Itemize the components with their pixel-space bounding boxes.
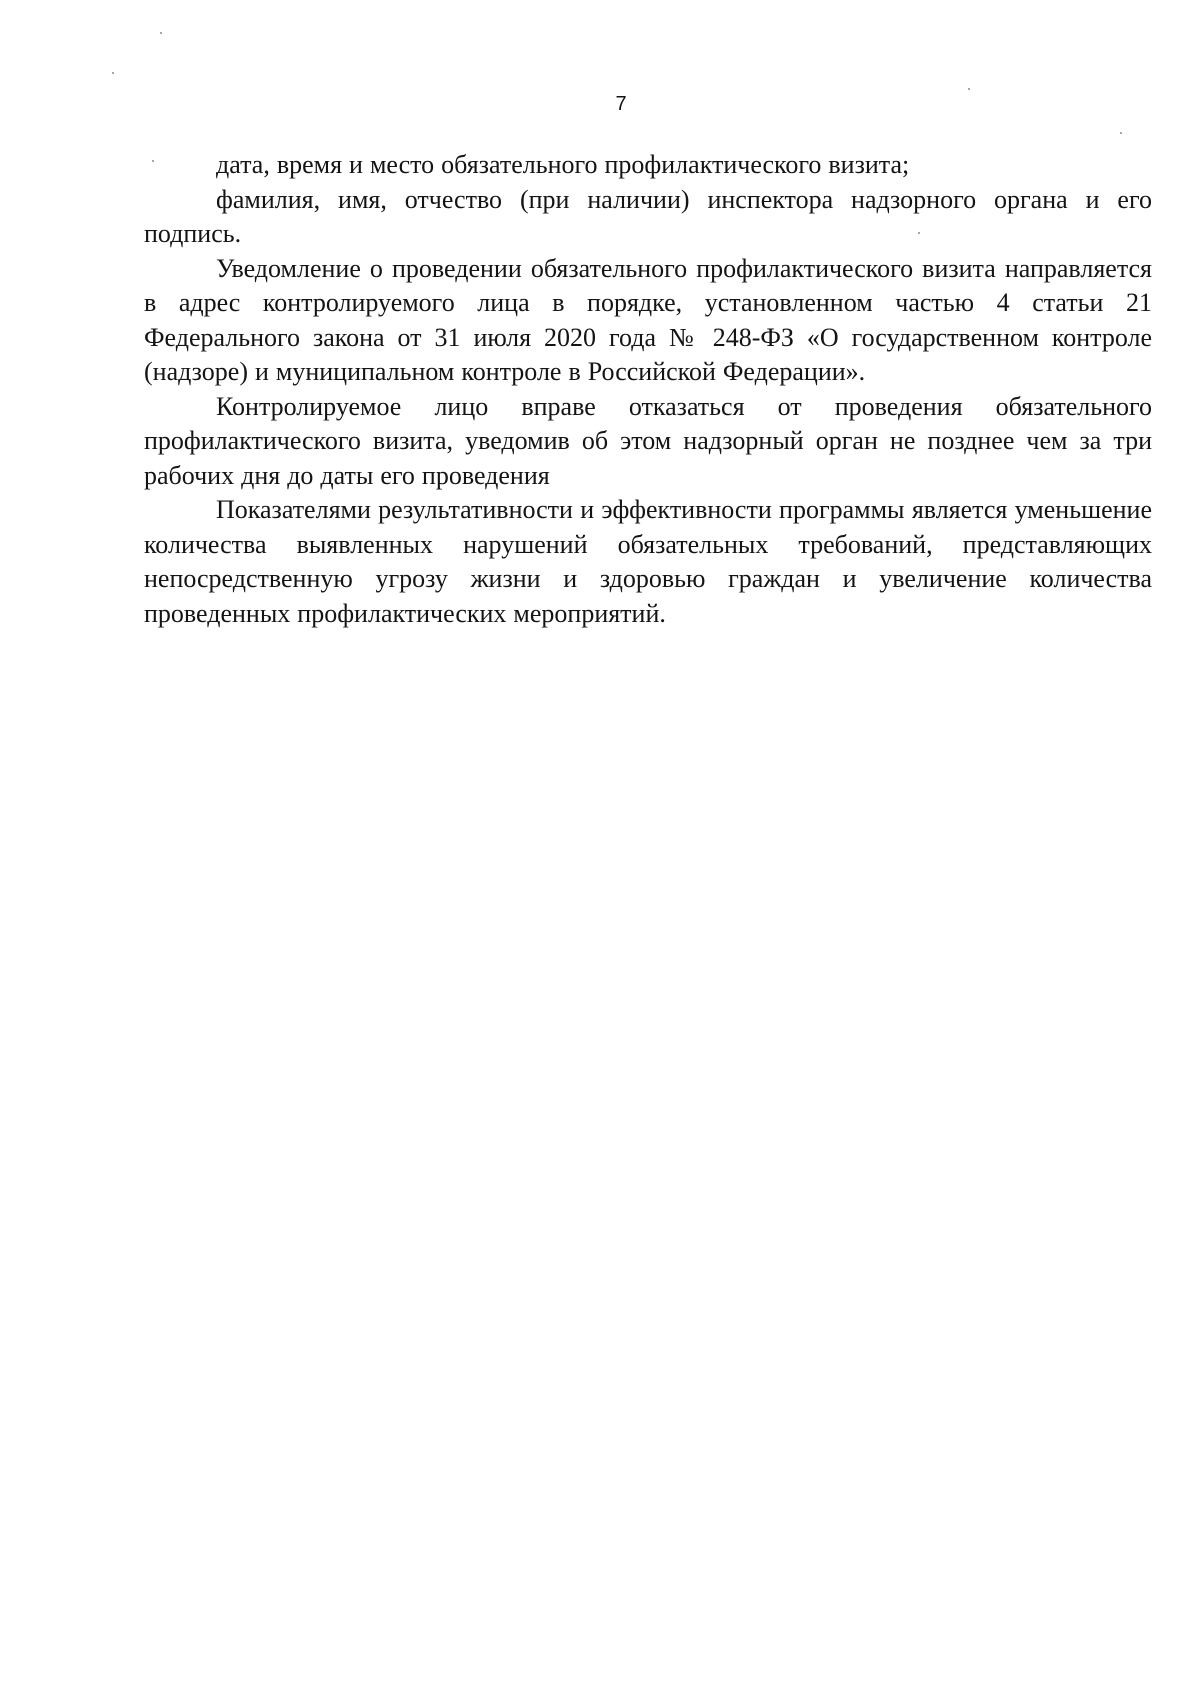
paragraph-notification: Уведомление о проведении обязательного профилактического визита направляется в адрес контролируемого лица в порядке, установленном частью 4 статьи 21 Федерального закона от 31 июля 2020 года № 248-ФЗ «О государственном контроле (надзоре) и муниципальном контроле в Российской Федерации».: [144, 253, 1152, 386]
scan-speck: [1120, 132, 1122, 134]
paragraph-refusal-right: Контролируемое лицо вправе отказаться от проведения обязательного профилактического визита, уведомив об этом надзорный орган не позднее чем за три рабочих дня до даты его проведения: [144, 391, 1152, 490]
scan-speck: [160, 32, 162, 34]
paragraph-inspector-signature: фамилия, имя, отчество (при наличии) инспектора надзорного органа и его подпись.: [144, 184, 1152, 248]
scan-speck: [152, 160, 154, 162]
scan-speck: [112, 72, 114, 74]
scan-speck: [918, 232, 920, 234]
scan-speck: [968, 88, 970, 90]
document-body: [144, 148, 1152, 631]
paragraph-visit-details: дата, время и место обязательного профилактического визита;: [216, 150, 910, 179]
page-number: 7: [615, 93, 627, 115]
paragraph-performance-indicators: Показателями результативности и эффективности программы является уменьшение количества выявленных нарушений обязательных требований, представляющих непосредственную угрозу жизни и здоровью граждан и увеличение количества проведенных профилактических мероприятий.: [144, 495, 1152, 628]
